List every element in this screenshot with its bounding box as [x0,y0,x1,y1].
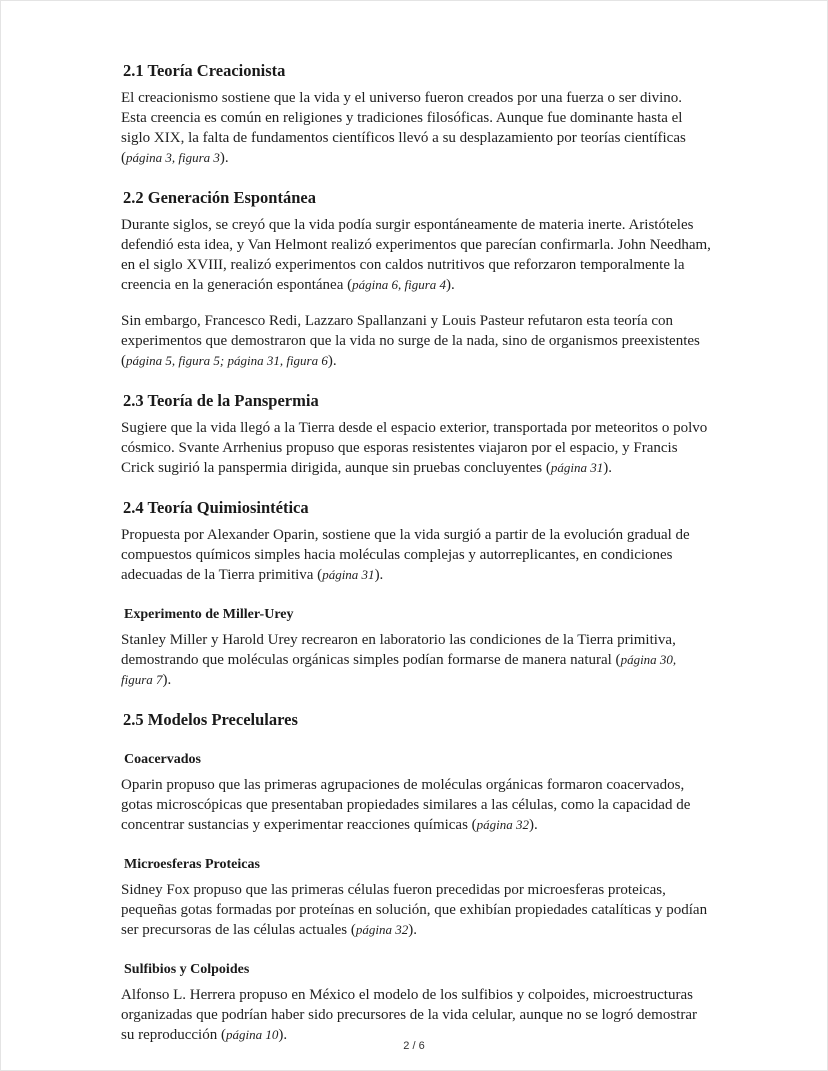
citation: página 5, figura 5; página 31, figura 6 [126,353,328,368]
paragraph-text: Propuesta por Alexander Oparin, sostiene que la vida surgió a partir de la evolución gradual de compuestos químicos simples hacia moléculas complejas y autorreplicantes, en condiciones adecuadas de la Tierra primitiva ( [121,527,690,583]
paragraph-tail: ). [278,1027,288,1043]
citation: página 31 [322,567,375,582]
citation: página 3, figura 3 [126,150,220,165]
paragraph-tail: ). [529,817,538,833]
paragraph-generacion-espontanea-2 [121,311,711,371]
paragraph-text: El creacionismo sostiene que la vida y el universo fueron creados por una fuerza o ser divino. Esta creencia es común en religiones y tradiciones filosóficas. Aunque fue dominante hasta el siglo XIX, la falta de fundamentos científicos llevó a su desplazamiento por teorías científicas ( [121,90,686,166]
section-heading-generacion-espontanea: 2.2 Generación Espontánea [123,188,316,207]
paragraph-tail: ). [408,922,418,938]
paragraph-tail: ). [162,672,172,688]
paragraph-text: Sin embargo, Francesco Redi, Lazzaro Spallanzani y Louis Pasteur refutaron esta teoría con experimentos que demostraron que la vida no surge de la nada, sino de organismos preexistentes ( [121,313,700,369]
paragraph-miller-urey [121,630,711,690]
section-heading-teoria-creacionista: 2.1 Teoría Creacionista [123,61,286,80]
paragraph-text: Oparin propuso que las primeras agrupaciones de moléculas orgánicas formaron coacervados, gotas microscópicas que presentaban propiedades similares a las células, como la capacidad de concentrar sustancias y experimentar reacciones químicas ( [121,777,691,833]
paragraph-text: Sidney Fox propuso que las primeras células fueron precedidas por microesferas proteicas, pequeñas gotas formadas por proteínas en solución, que exhibían propiedades catalíticas y podían ser precursoras de las células actuales ( [121,882,708,938]
citation: página 32 [476,817,530,832]
paragraph-tail: ). [446,277,455,293]
citation: página 31 [550,460,604,475]
paragraph-text: Stanley Miller y Harold Urey recrearon en laboratorio las condiciones de la Tierra primitiva, demostrando que moléculas orgánicas simples podían formarse de manera natural ( [121,632,676,668]
subsection-heading-miller-urey: Experimento de Miller-Urey [124,607,294,622]
paragraph-tail: ). [603,460,613,476]
citation: página 30, figura 7 [121,652,677,687]
subsection-heading-sulfibios: Sulfibios y Colpoides [124,962,250,977]
paragraph-generacion-espontanea-1 [121,215,711,295]
paragraph-text: Durante siglos, se creyó que la vida podía surgir espontáneamente de materia inerte. Aristóteles defendió esta idea, y Van Helmont realizó experimentos que parecían confirmarla. John Needham, en el siglo XVIII, realizó experimentos con caldos nutritivos que reforzaron temporalmente la creencia en la generación espontánea ( [121,217,711,293]
subsection-heading-coacervados: Coacervados [124,752,201,767]
subsection-heading-microesferas: Microesferas Proteicas [124,857,260,872]
paragraph-quimiosintetica [121,525,711,585]
paragraph-microesferas [121,880,711,940]
citation: página 32 [355,922,409,937]
citation: página 10 [225,1027,279,1042]
paragraph-text: Alfonso L. Herrera propuso en México el modelo de los sulfibios y colpoides, microestructuras organizadas que podrían haber sido precursores de la vida celular, aunque no se logró demostrar su reproducción ( [121,987,697,1043]
section-heading-panspermia: 2.3 Teoría de la Panspermia [123,391,319,410]
section-heading-modelos-precelulares: 2.5 Modelos Precelulares [123,710,298,729]
citation: página 6, figura 4 [352,277,447,292]
paragraph-panspermia [121,418,711,478]
paragraph-tail: ). [327,353,337,369]
paragraph-tail: ). [374,567,384,583]
document-content [1,1,827,1045]
section-heading-quimiosintetica: 2.4 Teoría Quimiosintética [123,498,309,517]
paragraph-creacionismo [121,88,711,168]
page-number: 2 / 6 [403,1040,425,1052]
paragraph-sulfibios [121,985,711,1045]
paragraph-text: Sugiere que la vida llegó a la Tierra desde el espacio exterior, transportada por meteoritos o polvo cósmico. Svante Arrhenius propuso que esporas resistentes viajaron por el espacio, y Francis Crick sugirió la panspermia dirigida, aunque sin pruebas concluyentes ( [121,420,708,476]
paragraph-tail: ). [219,150,229,166]
paragraph-coacervados [121,775,711,835]
